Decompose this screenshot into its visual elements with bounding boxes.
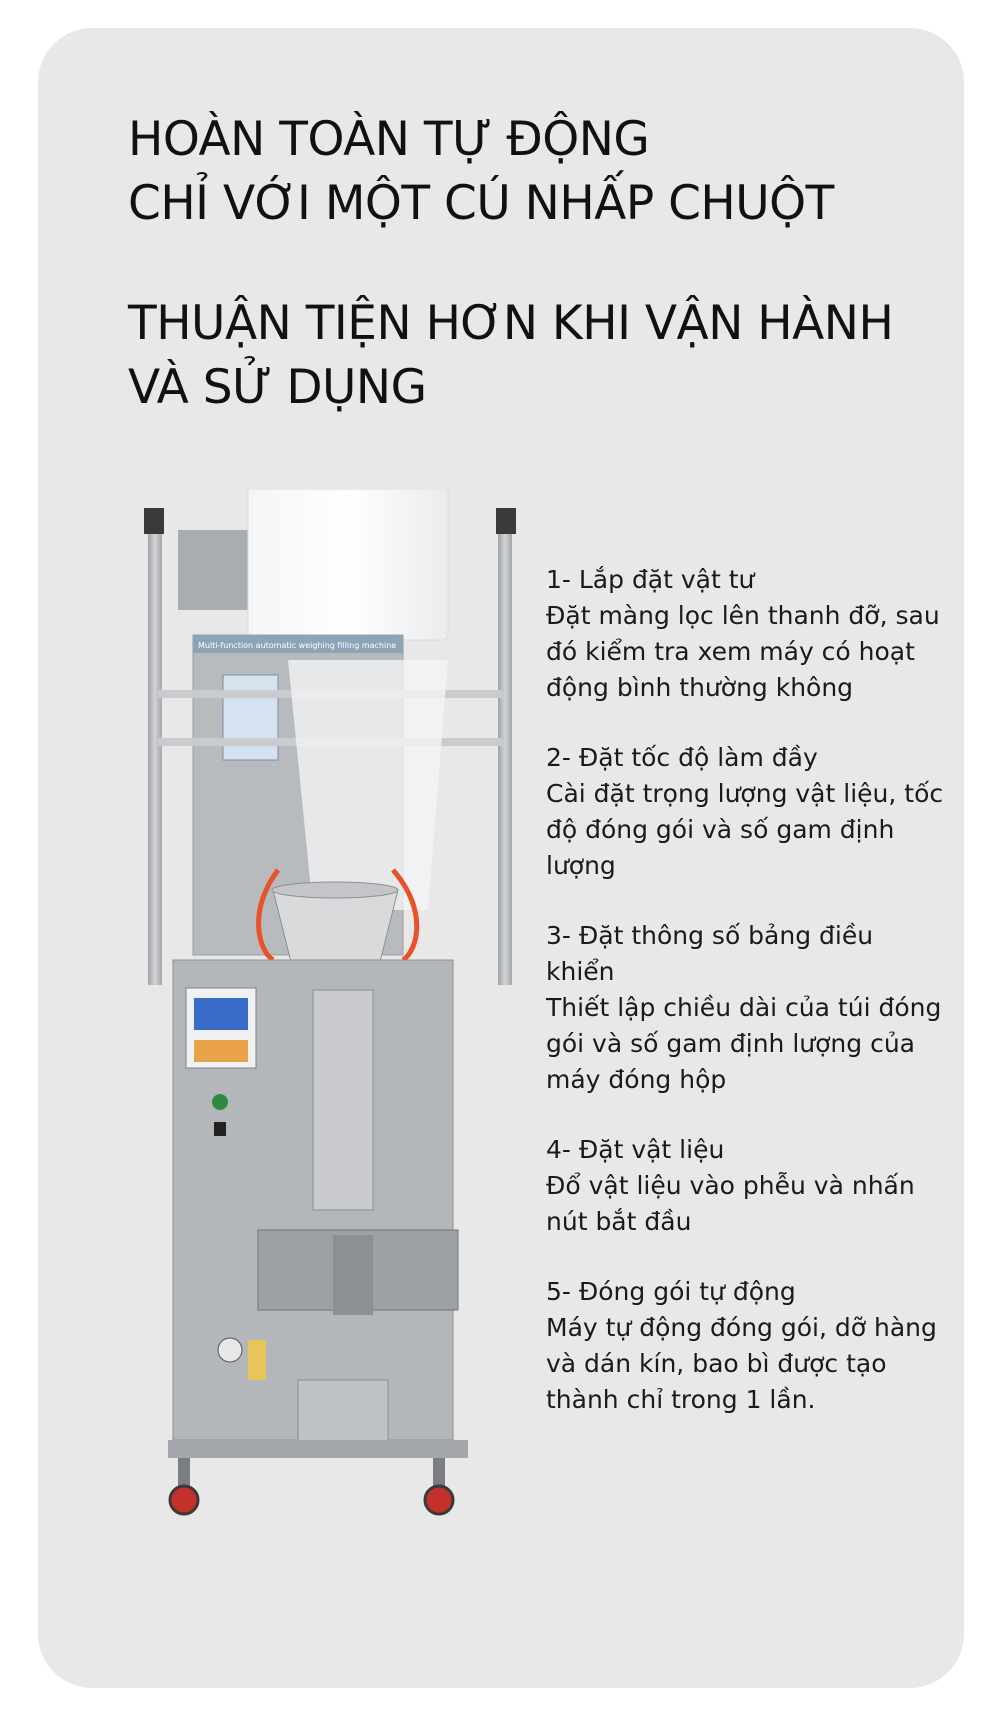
step-description: Máy tự động đóng gói, dỡ hàng và dán kín, bao bì được tạo thành chỉ trong 1 lần.: [546, 1313, 937, 1414]
step-title: 4- Đặt vật liệu: [546, 1135, 725, 1164]
step-description: Cài đặt trọng lượng vật liệu, tốc độ đóng gói và số gam định lượng: [546, 779, 944, 880]
pressure-gauge: [218, 1338, 242, 1362]
step-item: [546, 740, 946, 884]
frame-cap-left: [144, 508, 164, 534]
frame-pole-right: [498, 515, 512, 985]
headline-line: THUẬN TIỆN HƠN KHI VẬN HÀNH: [128, 296, 894, 351]
step-item: [546, 1132, 946, 1240]
step-title: 1- Lắp đặt vật tư: [546, 565, 755, 594]
step-item: [546, 918, 946, 1098]
hopper: [178, 530, 248, 610]
oil-cup: [248, 1340, 266, 1380]
step-title: 3- Đặt thông số bảng điều khiển: [546, 921, 874, 986]
headline-convenience: [128, 292, 893, 420]
headline-automatic: [128, 108, 834, 236]
frame-cap-right: [496, 508, 516, 534]
film-roll: [248, 490, 448, 640]
step-title: 5- Đóng gói tự động: [546, 1277, 796, 1306]
forming-tube: [313, 990, 373, 1210]
output-chute: [298, 1380, 388, 1450]
base-frame: [168, 1440, 468, 1458]
wheel: [425, 1486, 453, 1514]
frame-pole-left: [148, 515, 162, 985]
upper-control-panel: [223, 675, 278, 760]
step-description: Thiết lập chiều dài của túi đóng gói và số gam định lượng của máy đóng hộp: [546, 993, 942, 1094]
content-card: [38, 28, 964, 1688]
headline-line: CHỈ VỚI MỘT CÚ NHẤP CHUỘT: [128, 176, 834, 231]
power-switch: [214, 1122, 226, 1136]
headline-line: HOÀN TOÀN TỰ ĐỘNG: [128, 112, 650, 167]
wheel: [170, 1486, 198, 1514]
step-title: 2- Đặt tốc độ làm đầy: [546, 743, 818, 772]
step-description: Đặt màng lọc lên thanh đỡ, sau đó kiểm tra xem máy có hoạt động bình thường không: [546, 601, 940, 702]
steps-list: [546, 562, 946, 1452]
step-item: [546, 1274, 946, 1418]
step-description: Đổ vật liệu vào phễu và nhấn nút bắt đầu: [546, 1171, 915, 1236]
start-button: [212, 1094, 228, 1110]
keypad: [194, 1040, 248, 1062]
display-screen: [194, 998, 248, 1030]
headline-line: VÀ SỬ DỤNG: [128, 360, 427, 415]
sealer-motor: [333, 1235, 373, 1315]
machine-label-text: Multi-function automatic weighing filling machine: [198, 641, 397, 650]
packing-machine-image: [138, 490, 518, 1670]
step-item: [546, 562, 946, 706]
film-tube: [288, 660, 448, 910]
